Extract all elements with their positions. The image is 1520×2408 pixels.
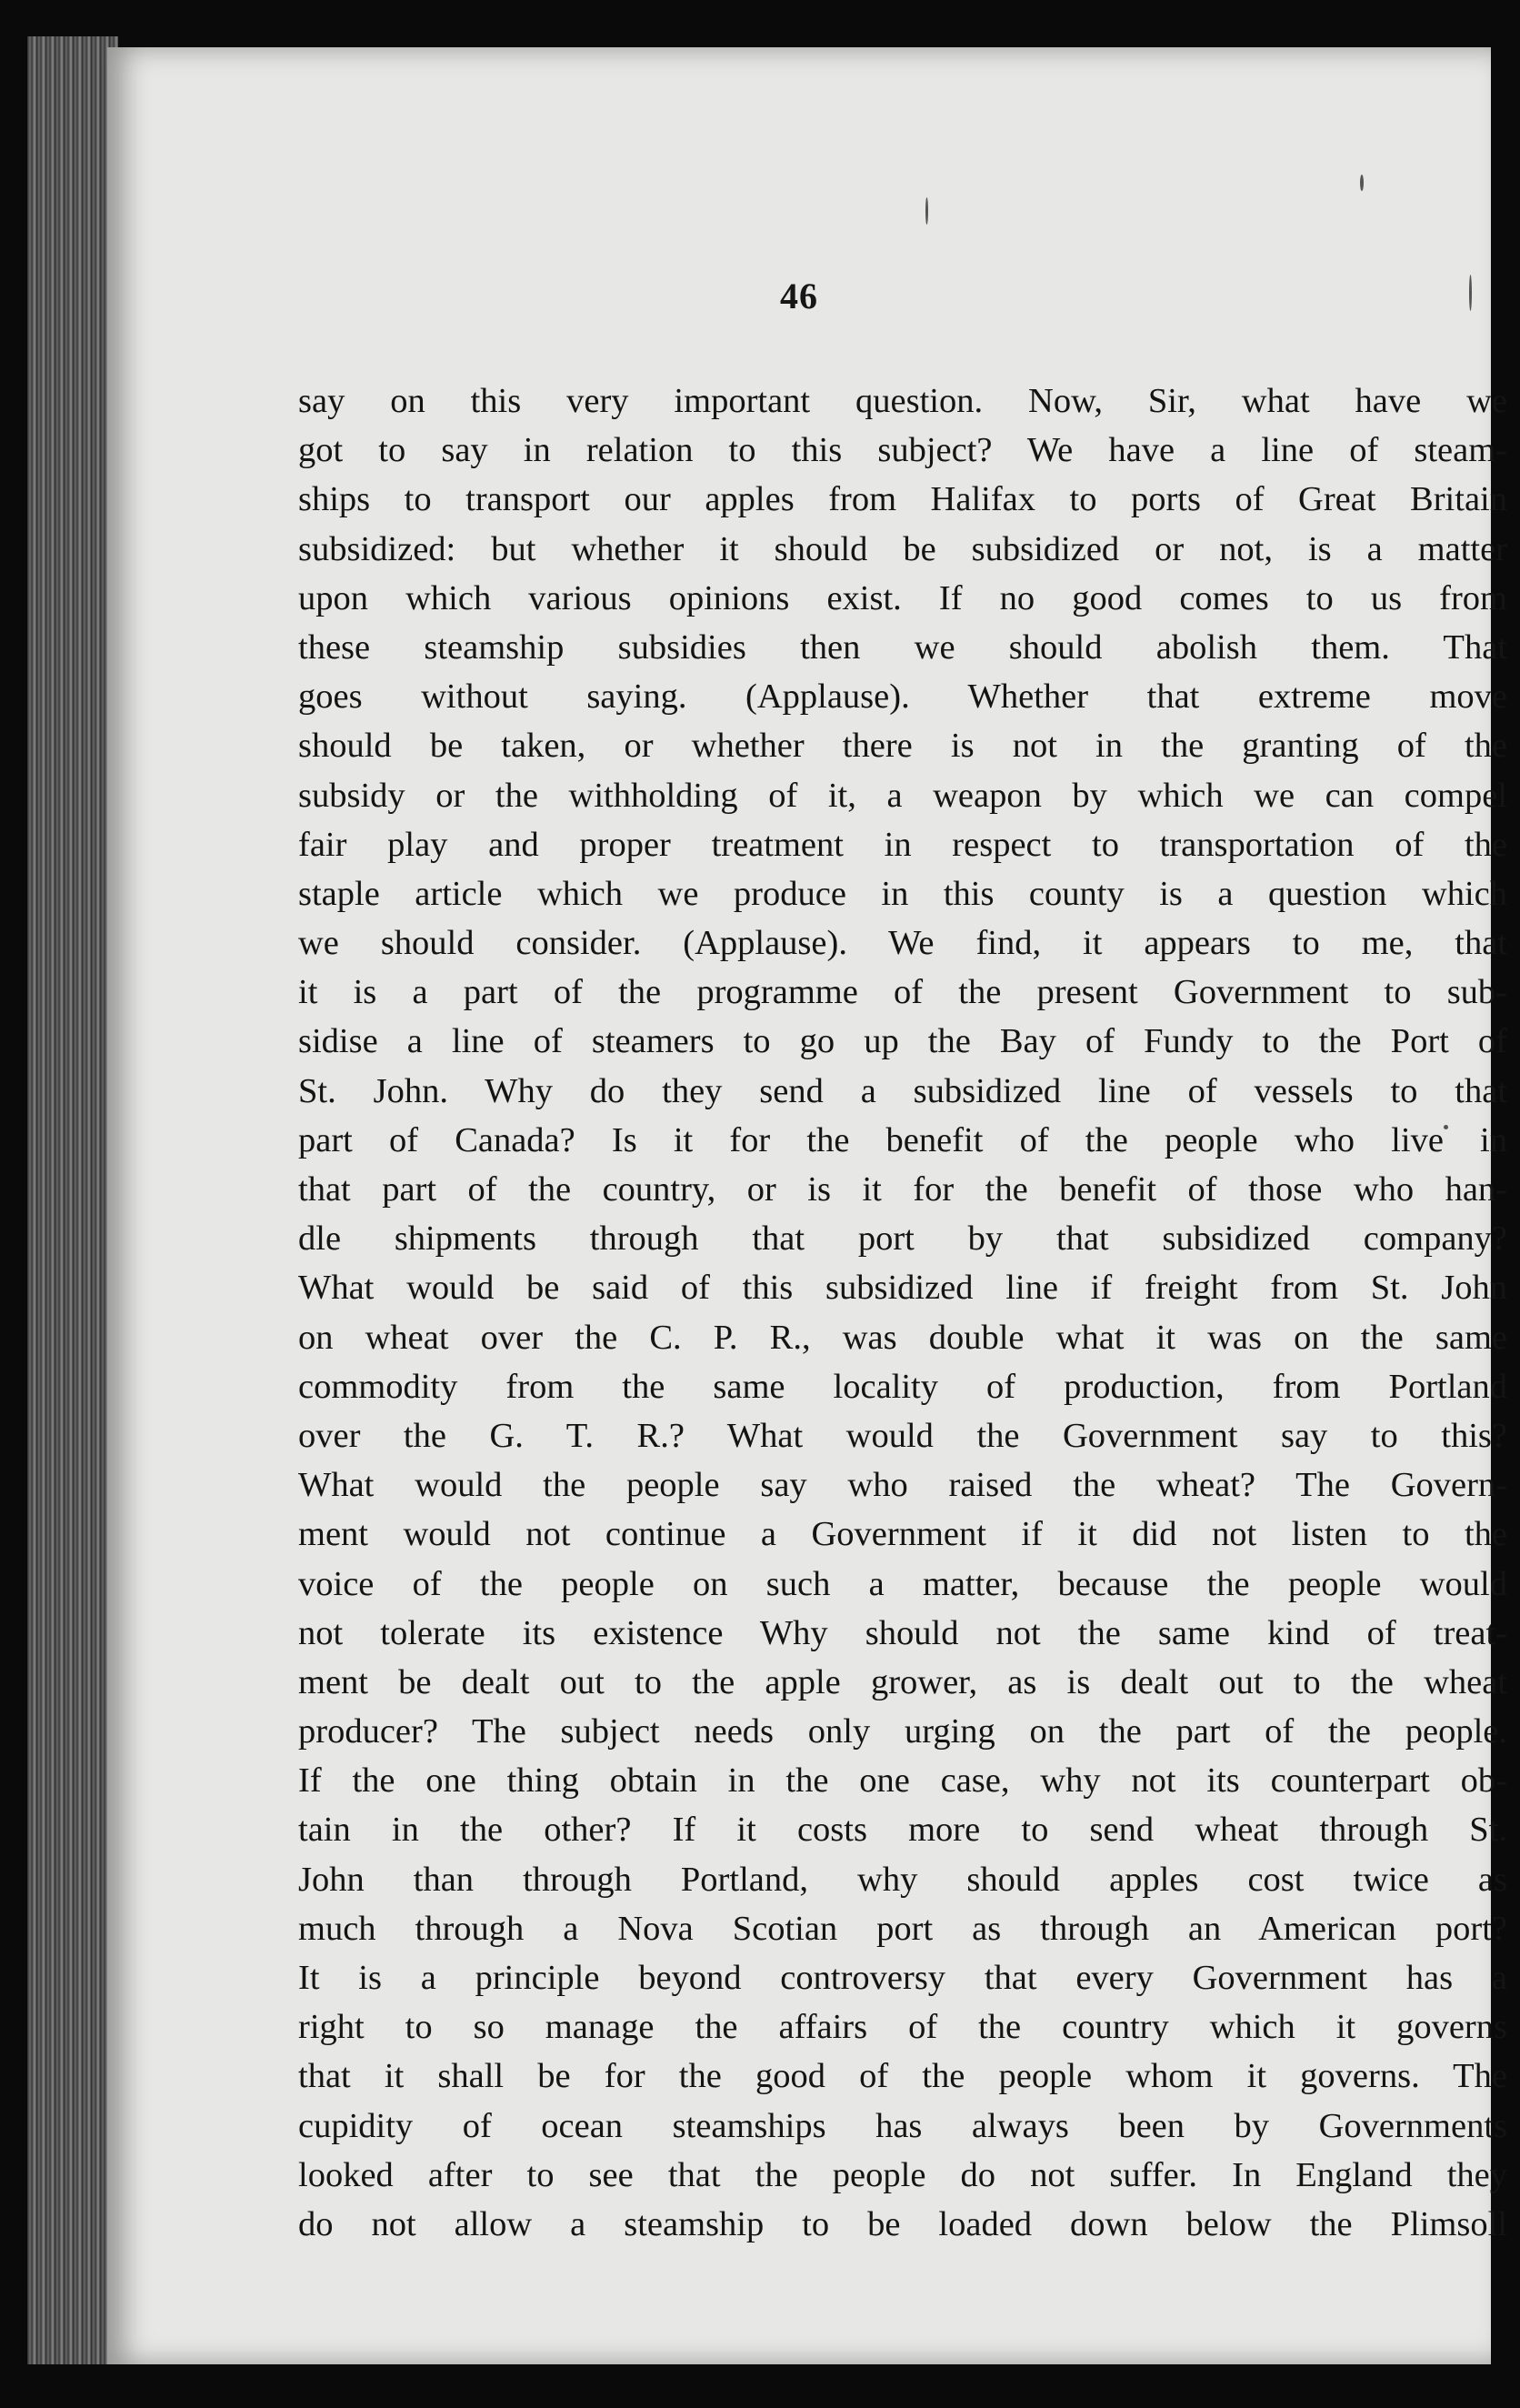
text-line: looked after to see that the people do not suffer. In England they: [298, 2155, 1507, 2194]
text-line: goes without saying. (Applause). Whether that extreme move: [298, 677, 1507, 717]
text-line: subsidized: but whether it should be subsidized or not, is a matter: [298, 529, 1507, 568]
text-line: much through a Nova Scotian port as through an American port?: [298, 1909, 1507, 1948]
text-line: producer? The subject needs only urging on the part of the people.: [298, 1712, 1507, 1751]
page-number: 46: [780, 276, 818, 316]
text-line: If the one thing obtain in the one case, why not its counterpart ob-: [298, 1761, 1507, 1801]
text-line: It is a principle beyond controversy that every Government has a: [298, 1959, 1507, 1997]
text-line: we should consider. (Applause). We find, it appears to me, that: [298, 924, 1507, 963]
text-line: dle shipments through that port by that subsidized company?: [298, 1219, 1507, 1259]
text-line: What would be said of this subsidized line if freight from St. John: [298, 1269, 1507, 1308]
text-line: What would the people say who raised the wheat? The Govern-: [298, 1466, 1507, 1505]
text-line: voice of the people on such a matter, because the people would: [298, 1564, 1507, 1603]
text-line: John than through Portland, why should apples cost twice as: [298, 1860, 1507, 1899]
text-line: fair play and proper treatment in respect to transportation of the: [298, 825, 1507, 864]
text-line: that part of the country, or is it for the benefit of those who han-: [298, 1170, 1507, 1209]
text-line: should be taken, or whether there is not in the granting of the: [298, 727, 1507, 766]
text-line: do not allow a steamship to be loaded down below the Plimsoll: [298, 2204, 1507, 2243]
text-line: tain in the other? If it costs more to send wheat through St.: [298, 1811, 1507, 1850]
text-line: say on this very important question. Now, Sir, what have we: [298, 382, 1507, 420]
text-line: it is a part of the programme of the present Government to sub-: [298, 973, 1507, 1012]
text-line: staple article which we produce in this county is a question which: [298, 874, 1507, 913]
text-line: that it shall be for the good of the people whom it governs. The: [298, 2057, 1507, 2096]
text-line: not tolerate its existence Why should not the same kind of treat-: [298, 1613, 1507, 1652]
text-line: commodity from the same locality of production, from Portland: [298, 1367, 1507, 1406]
text-line: part of Canada? Is it for the benefit of the people who live in: [298, 1120, 1507, 1159]
text-line: ment would not continue a Government if it did not listen to the: [298, 1515, 1507, 1554]
text-line: upon which various opinions exist. If no good comes to us from: [298, 578, 1507, 617]
text-line: sidise a line of steamers to go up the Bay of Fundy to the Port of: [298, 1022, 1507, 1061]
text-line: these steamship subsidies then we should abolish them. That: [298, 627, 1507, 667]
text-line: right to so manage the affairs of the country which it governs: [298, 2008, 1507, 2047]
text-line: ships to transport our apples from Halifax to ports of Great Britain: [298, 480, 1507, 519]
body-text: [298, 376, 1507, 2249]
text-line: subsidy or the withholding of it, a weapon by which we can compel: [298, 776, 1507, 815]
text-line: on wheat over the C. P. R., was double what it was on the same: [298, 1318, 1507, 1357]
book-page: [107, 47, 1507, 2364]
ink-speck: [925, 197, 928, 225]
text-line: got to say in relation to this subject? We have a line of steam-: [298, 431, 1507, 470]
text-line: St. John. Why do they send a subsidized line of vessels to that: [298, 1071, 1507, 1110]
book-page-edges: [27, 36, 118, 2364]
text-line: cupidity of ocean steamships has always been by Governments: [298, 2106, 1507, 2145]
text-line: over the G. T. R.? What would the Government say to this?: [298, 1416, 1507, 1455]
ink-speck: [1360, 175, 1364, 191]
text-line: ment be dealt out to the apple grower, as is dealt out to the wheat: [298, 1662, 1507, 1701]
